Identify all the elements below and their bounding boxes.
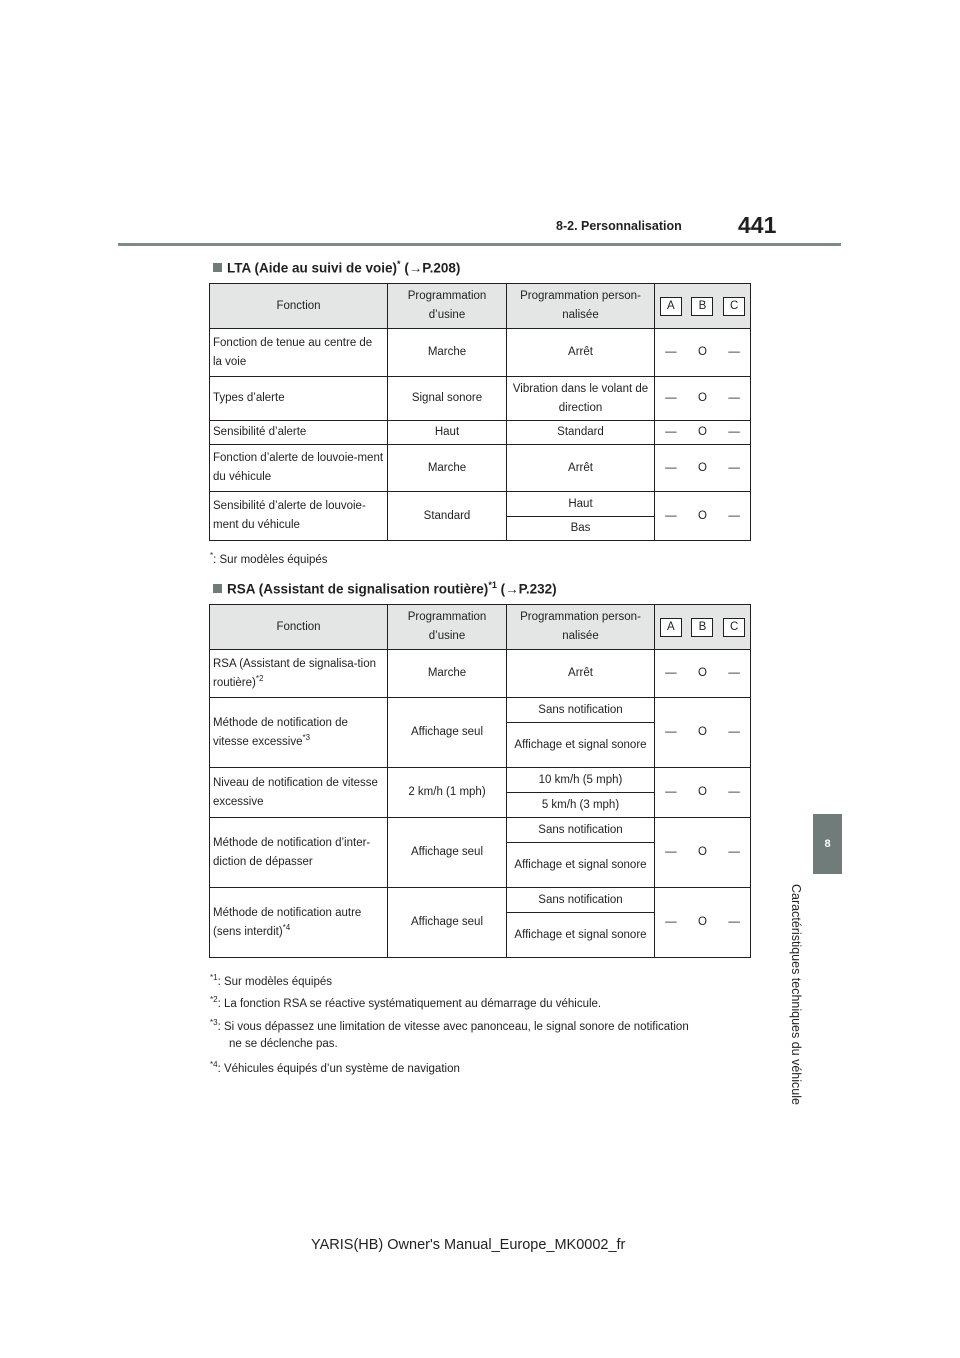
mark-a: —	[665, 726, 677, 738]
cell-perso-alt: Affichage et signal sonore	[507, 913, 655, 958]
mark-b: O	[698, 461, 707, 474]
table-header-row	[210, 605, 751, 650]
mark-b: O	[698, 667, 707, 679]
rsa-heading	[213, 580, 557, 597]
mark-b: O	[698, 726, 707, 738]
mark-a: —	[665, 392, 677, 404]
footnote-marker: *2	[210, 995, 218, 1004]
cell-perso: Arrêt	[507, 445, 655, 492]
table-row	[210, 768, 751, 793]
footnote-text: : Sur modèles équipés	[217, 975, 332, 988]
chapter-number: 8	[824, 838, 831, 850]
rsa-heading-sup: *1	[488, 580, 497, 590]
cell-fonction-sup: *2	[255, 673, 264, 683]
lta-heading	[213, 259, 460, 276]
letter-c: C	[723, 618, 745, 637]
header-abc	[655, 605, 751, 650]
cell-perso-alt: Affichage et signal sonore	[507, 843, 655, 888]
cell-usine: 2 km/h (1 mph)	[388, 768, 507, 818]
mark-a: —	[665, 426, 677, 438]
header-perso: Programmation person-nalisée	[507, 284, 655, 329]
header-usine: Programmation d’usine	[388, 284, 507, 329]
cell-usine: Marche	[388, 650, 507, 698]
mark-a: —	[665, 916, 677, 928]
cell-marks	[655, 329, 751, 377]
mark-b: O	[698, 426, 707, 438]
cell-usine: Haut	[388, 421, 507, 445]
footnote-text: : Véhicules équipés d’un système de navigation	[217, 1062, 460, 1075]
mark-c: —	[728, 426, 740, 438]
table-row	[210, 421, 751, 445]
mark-a: —	[665, 786, 677, 798]
section-title: 8-2. Personnalisation	[556, 219, 682, 233]
cell-marks	[655, 492, 751, 541]
cell-perso: Haut	[507, 492, 655, 517]
mark-a: —	[665, 667, 677, 679]
rsa-heading-ref: (→P.232)	[500, 581, 557, 597]
cell-marks	[655, 650, 751, 698]
mark-c: —	[728, 846, 740, 858]
table-row	[210, 818, 751, 843]
cell-perso: Arrêt	[507, 329, 655, 377]
lta-heading-ref: (→P.208)	[404, 260, 461, 276]
rsa-footnote-1	[210, 973, 332, 988]
table-row	[210, 650, 751, 698]
mark-b: O	[698, 392, 707, 404]
cell-fonction-text: RSA (Assistant de signalisa-tion routière)	[213, 657, 376, 689]
rsa-heading-text: RSA (Assistant de signalisation routière)	[227, 581, 489, 597]
chapter-tab	[813, 814, 842, 874]
letter-a: A	[660, 618, 682, 637]
cell-fonction: Sensibilité d’alerte	[210, 421, 388, 445]
table-row	[210, 888, 751, 913]
rsa-table	[209, 604, 751, 958]
cell-perso: 10 km/h (5 mph)	[507, 768, 655, 793]
cell-perso: Standard	[507, 421, 655, 445]
mark-b: O	[698, 346, 707, 358]
cell-usine: Standard	[388, 492, 507, 541]
page-number: 441	[738, 212, 777, 238]
footnote-marker: *4	[210, 1060, 218, 1069]
cell-fonction: Niveau de notification de vitesse excessive	[210, 768, 388, 818]
cell-perso-alt: Bas	[507, 517, 655, 541]
cell-perso: Arrêt	[507, 650, 655, 698]
mark-c: —	[728, 667, 740, 679]
table-row	[210, 698, 751, 723]
cell-marks	[655, 421, 751, 445]
lta-table	[209, 283, 751, 541]
cell-usine: Marche	[388, 329, 507, 377]
cell-usine: Signal sonore	[388, 377, 507, 421]
cell-fonction-sup: *3	[302, 732, 311, 742]
header-usine: Programmation d’usine	[388, 605, 507, 650]
mark-b: O	[698, 846, 707, 858]
footnote-text: : La fonction RSA se réactive systématiquement au démarrage du véhicule.	[217, 997, 602, 1010]
rsa-footnote-3	[210, 1018, 689, 1033]
cell-fonction	[210, 698, 388, 768]
mark-a: —	[665, 346, 677, 358]
footer-manual-id: YARIS(HB) Owner's Manual_Europe_MK0002_fr	[311, 1237, 626, 1253]
header-perso: Programmation person-nalisée	[507, 605, 655, 650]
mark-b: O	[698, 509, 707, 522]
mark-c: —	[728, 461, 740, 474]
mark-a: —	[665, 461, 677, 474]
table-row	[210, 492, 751, 517]
mark-c: —	[728, 346, 740, 358]
cell-fonction: Méthode de notification d’inter-diction de dépasser	[210, 818, 388, 888]
footnote-marker: *	[210, 551, 214, 560]
cell-perso-alt: Affichage et signal sonore	[507, 723, 655, 768]
letter-a: A	[660, 297, 682, 316]
cell-marks	[655, 445, 751, 492]
cell-marks	[655, 768, 751, 818]
rsa-footnote-2	[210, 995, 601, 1010]
header-fonction: Fonction	[210, 605, 388, 650]
footnote-marker: *1	[210, 973, 218, 982]
cell-fonction	[210, 650, 388, 698]
cell-usine: Affichage seul	[388, 888, 507, 958]
cell-perso: Sans notification	[507, 698, 655, 723]
table-row	[210, 329, 751, 377]
cell-fonction-sup: *4	[282, 922, 291, 932]
cell-fonction	[210, 888, 388, 958]
table-row	[210, 445, 751, 492]
lta-footnote	[210, 551, 328, 566]
cell-marks	[655, 888, 751, 958]
cell-usine: Affichage seul	[388, 698, 507, 768]
lta-heading-text: LTA (Aide au suivi de voie)	[227, 260, 398, 276]
header-fonction: Fonction	[210, 284, 388, 329]
header-abc	[655, 284, 751, 329]
cell-fonction: Fonction d’alerte de louvoie-ment du véhicule	[210, 445, 388, 492]
footnote-marker: *3	[210, 1018, 218, 1027]
mark-c: —	[728, 392, 740, 404]
rsa-footnote-3-cont: ne se déclenche pas.	[229, 1038, 338, 1050]
letter-c: C	[723, 297, 745, 316]
mark-a: —	[665, 509, 677, 522]
letter-b: B	[691, 297, 713, 316]
table-row	[210, 377, 751, 421]
mark-c: —	[728, 916, 740, 928]
lta-heading-sup: *	[397, 259, 401, 269]
cell-fonction-text: Méthode de notification de vitesse excessive	[213, 716, 348, 748]
mark-c: —	[728, 509, 740, 522]
cell-usine: Marche	[388, 445, 507, 492]
cell-perso: Vibration dans le volant de direction	[507, 377, 655, 421]
mark-c: —	[728, 726, 740, 738]
cell-perso-alt: 5 km/h (3 mph)	[507, 793, 655, 818]
cell-fonction-text: Méthode de notification autre (sens interdit)	[213, 906, 362, 938]
cell-fonction: Fonction de tenue au centre de la voie	[210, 329, 388, 377]
square-bullet-icon	[213, 263, 222, 272]
footnote-text: : Sur modèles équipés	[213, 553, 328, 566]
cell-marks	[655, 377, 751, 421]
mark-c: —	[728, 786, 740, 798]
mark-a: —	[665, 846, 677, 858]
cell-marks	[655, 818, 751, 888]
cell-fonction: Types d’alerte	[210, 377, 388, 421]
footnote-text: : Si vous dépassez une limitation de vitesse avec panonceau, le signal sonore de notification	[217, 1020, 689, 1033]
mark-b: O	[698, 786, 707, 798]
cell-fonction: Sensibilité d’alerte de louvoie-ment du véhicule	[210, 492, 388, 541]
letter-b: B	[691, 618, 713, 637]
header-rule	[118, 243, 841, 246]
cell-perso: Sans notification	[507, 888, 655, 913]
cell-usine: Affichage seul	[388, 818, 507, 888]
cell-perso: Sans notification	[507, 818, 655, 843]
chapter-label: Caractéristiques techniques du véhicule	[789, 884, 803, 1105]
table-header-row	[210, 284, 751, 329]
rsa-footnote-4	[210, 1060, 460, 1075]
mark-b: O	[698, 916, 707, 928]
cell-marks	[655, 698, 751, 768]
square-bullet-icon	[213, 584, 222, 593]
